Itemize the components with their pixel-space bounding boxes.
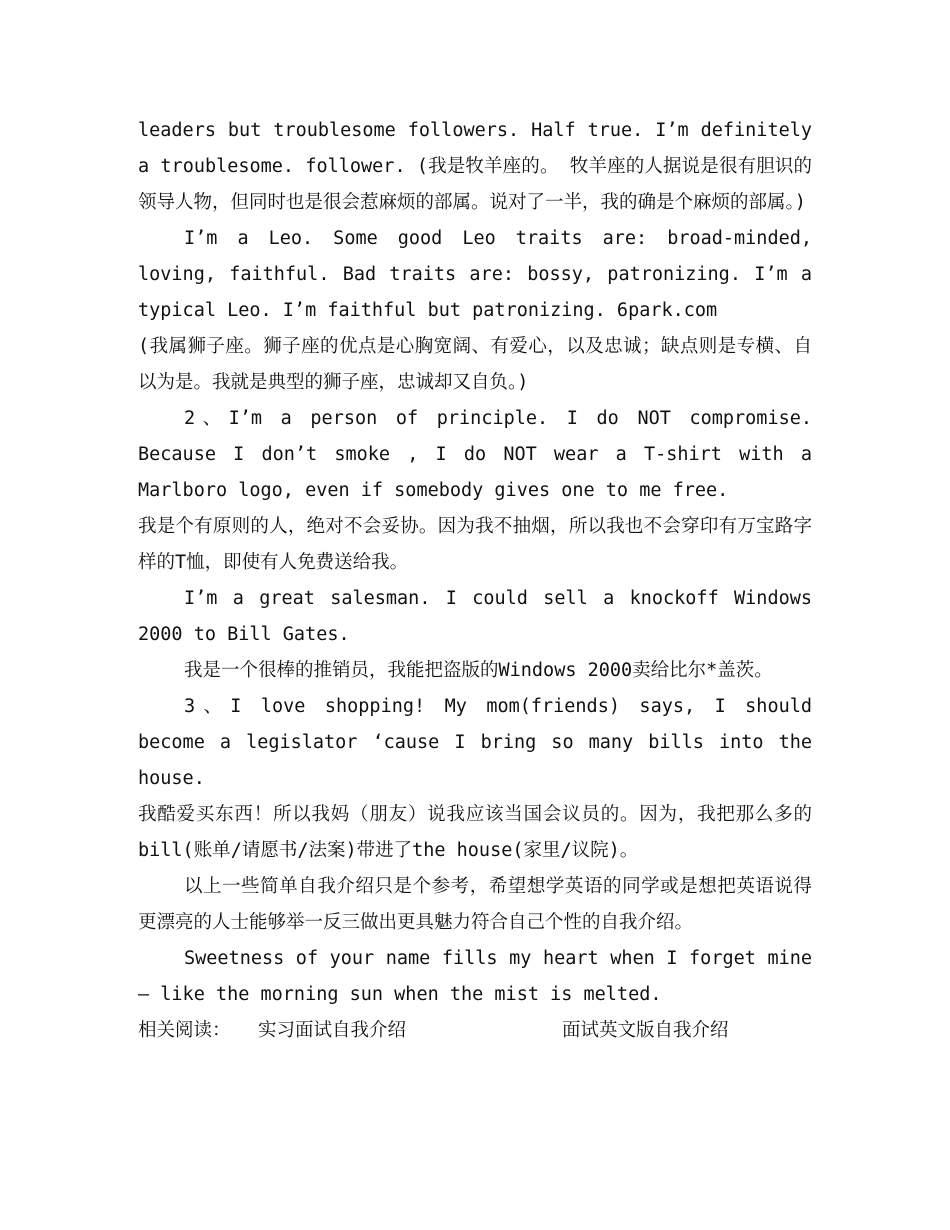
related-link-internship-interview[interactable]: 实习面试自我介绍 bbox=[258, 1020, 407, 1041]
paragraph-principle-en: 2、I’m a person of principle. I do NOT compromise. Because I don’t smoke , I do NOT wear a T-shirt with a Marlboro logo, even if somebody gives one to me free. bbox=[138, 408, 812, 501]
related-reading-label: 相关阅读： bbox=[138, 1020, 231, 1041]
paragraph-shopping-cn: 我酷爱买东西！所以我妈（朋友）说我应该当国会议员的。因为，我把那么多的bill(账单/请愿书/法案)带进了the house(家里/议院)。 bbox=[138, 804, 812, 861]
document-page bbox=[138, 113, 812, 1049]
paragraph-principle-cn: 我是个有原则的人，绝对不会妥协。因为我不抽烟，所以我也不会穿印有万宝路字样的T恤，即使有人免费送给我。 bbox=[138, 516, 812, 573]
paragraph-aries: leaders but troublesome followers. Half true. I’m definitely a troublesome. follower. (我是牧羊座的。 牧羊座的人据说是很有胆识的领导人物，但同时也是很会惹麻烦的部属。说对了一半，我的确是个麻烦的部属。) bbox=[138, 120, 812, 213]
related-reading bbox=[138, 1013, 812, 1049]
paragraph-leo-cn: (我属狮子座。狮子座的优点是心胸宽阔、有爱心，以及忠诚；缺点则是专横、自以为是。我就是典型的狮子座，忠诚却又自负。) bbox=[138, 336, 812, 393]
paragraph-shopping-en: 3、I love shopping! My mom(friends) says, I should become a legislator ‘cause I bring so many bills into the house. bbox=[138, 696, 812, 789]
paragraph-quote: Sweetness of your name fills my heart when I forget mine — like the morning sun when the mist is melted. bbox=[138, 948, 812, 1005]
paragraph-leo-en: I’m a Leo. Some good Leo traits are: broad-minded, loving, faithful. Bad traits are: bossy, patronizing. I’m a typical Leo. I’m faithful but patronizing. 6park.com bbox=[138, 228, 812, 321]
paragraph-summary: 以上一些简单自我介绍只是个参考，希望想学英语的同学或是想把英语说得更漂亮的人士能够举一反三做出更具魅力符合自己个性的自我介绍。 bbox=[138, 876, 812, 933]
related-link-english-interview[interactable]: 面试英文版自我介绍 bbox=[562, 1020, 729, 1041]
paragraph-salesman-cn: 我是一个很棒的推销员，我能把盗版的Windows 2000卖给比尔*盖茨。 bbox=[184, 660, 773, 681]
paragraph-salesman-en: I’m a great salesman. I could sell a knockoff Windows 2000 to Bill Gates. bbox=[138, 588, 812, 645]
